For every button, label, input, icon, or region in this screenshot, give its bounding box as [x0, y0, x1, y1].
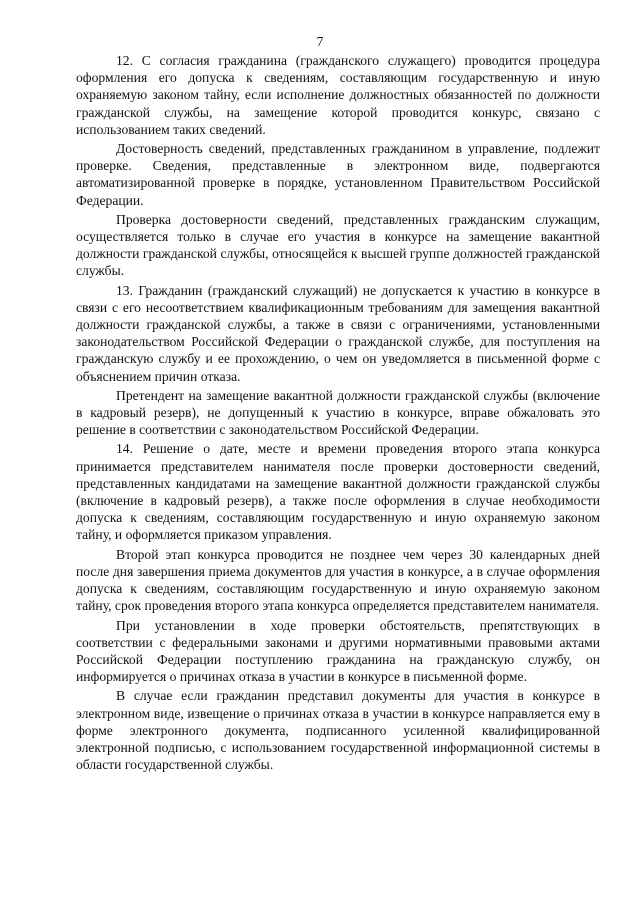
paragraph: Достоверность сведений, представленных гражданином в управление, подлежит проверке. Сведения, представленные в электронном виде, подвергаются автоматизированной проверке в порядке, установленном Правительством Российской Федерации.	[76, 141, 600, 208]
paragraph: 13. Гражданин (гражданский служащий) не допускается к участию в конкурсе в связи с его несоответствием квалификационным требованиям для замещения вакантной должности гражданской службы, а также в связи с ограничениями, установленными законодательством Российской Федерации о гражданской службе, для поступления на гражданскую службу и ее прохождению, о чем он уведомляется в письменной форме с объяснением причин отказа.	[76, 282, 600, 384]
paragraph: Претендент на замещение вакантной должности гражданской службы (включение в кадровый резерв), не допущенный к участию в конкурсе, вправе обжаловать это решение в соответствии с законодательством Российской Федерации.	[76, 387, 600, 438]
paragraph: Проверка достоверности сведений, представленных гражданским служащим, осуществляется только в случае его участия в конкурсе на замещение вакантной должности гражданской службы, относящейся к высшей группе должностей гражданской службы.	[76, 211, 600, 279]
paragraph: Второй этап конкурса проводится не позднее чем через 30 календарных дней после дня завершения приема документов для участия в конкурсе, а в случае оформления допуска к сведениям, составляющим государственную и иную охраняемую законом тайну, срок проведения второго этапа конкурса определяется представителем нанимателя.	[76, 546, 600, 614]
paragraph: 12. С согласия гражданина (гражданского служащего) проводится процедура оформления его допуска к сведениям, составляющим государственную и иную охраняемую законом тайну, если исполнение должностных обязанностей по должности гражданской службы, на замещение которой проводится конкурс, связано с использованием таких сведений.	[76, 53, 600, 137]
document-body	[76, 52, 600, 773]
paragraph: 14. Решение о дате, месте и времени проведения второго этапа конкурса принимается представителем нанимателя после проверки достоверности сведений, представленных кандидатами на замещение вакантной должности гражданской службы (включение в кадровый резерв), а также после оформления в случае необходимости допуска к сведениям, составляющим государственную и иную охраняемую законом тайну, и оформляется приказом управления.	[76, 441, 600, 543]
paragraph: В случае если гражданин представил документы для участия в конкурсе в электронном виде, извещение о причинах отказа в участии в конкурсе направляется ему в форме электронного документа, подписанного усиленной квалифицированной электронной подписью, с использованием государственной информационной системы в области государственной службы.	[76, 688, 600, 773]
page-number: 7	[316, 35, 324, 50]
paragraph: При установлении в ходе проверки обстоятельств, препятствующих в соответствии с федеральными законами и другими нормативными правовыми актами Российской Федерации поступлению гражданина на гражданскую службу, он информируется о причинах отказа в участии в конкурсе в письменной форме.	[76, 617, 600, 685]
